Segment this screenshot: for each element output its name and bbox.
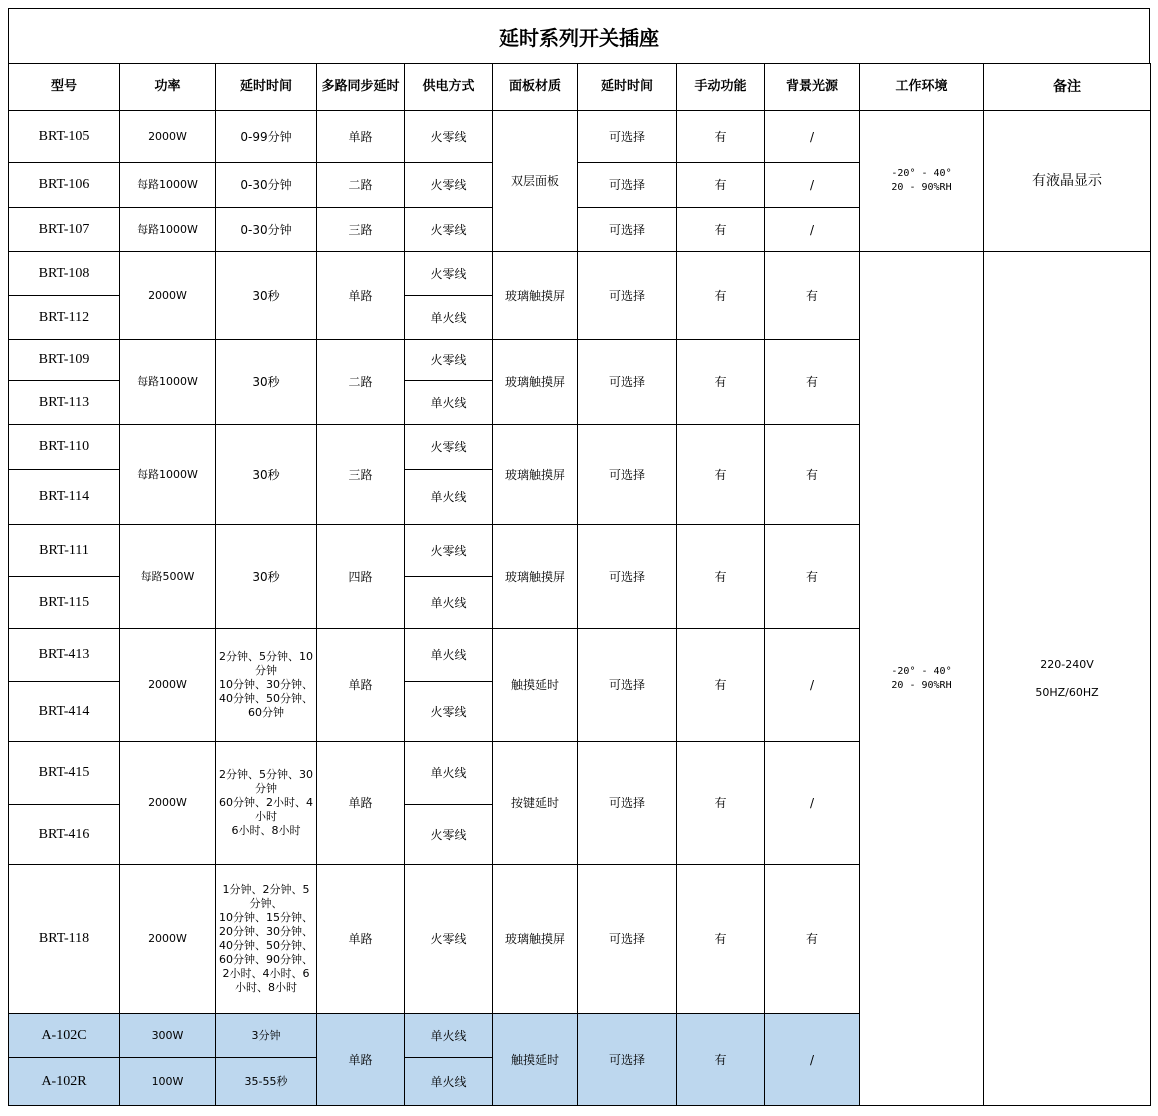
- model-cell: BRT-111: [9, 525, 120, 577]
- supply-cell: 火零线: [405, 163, 493, 208]
- supply-cell: 单火线: [405, 1058, 493, 1106]
- delay-line: 2小时、4小时、6: [222, 967, 310, 980]
- delay-cell: [216, 742, 317, 865]
- supply-cell: 火零线: [405, 805, 493, 865]
- timer-cell: 可选择: [578, 629, 677, 742]
- sync-cell: 单路: [317, 252, 405, 340]
- model-cell: BRT-110: [9, 425, 120, 470]
- delay-line: 2分钟、5分钟、10: [219, 650, 313, 663]
- model-cell: BRT-115: [9, 577, 120, 629]
- delay-cell: 0-30分钟: [216, 163, 317, 208]
- panel-cell: 双层面板: [493, 111, 578, 252]
- header-delay-time: 延时时间: [216, 64, 317, 111]
- sync-cell: 二路: [317, 163, 405, 208]
- supply-cell: 火零线: [405, 340, 493, 381]
- sync-cell: 三路: [317, 208, 405, 252]
- model-cell: BRT-415: [9, 742, 120, 805]
- model-cell: A-102C: [9, 1014, 120, 1058]
- delay-cell: 35-55秒: [216, 1058, 317, 1106]
- manual-cell: 有: [677, 252, 765, 340]
- supply-cell: 火零线: [405, 425, 493, 470]
- delay-line: 分钟: [255, 664, 277, 677]
- timer-cell: 可选择: [578, 208, 677, 252]
- supply-cell: 火零线: [405, 208, 493, 252]
- panel-cell: 玻璃触摸屏: [493, 340, 578, 425]
- panel-cell: 玻璃触摸屏: [493, 865, 578, 1014]
- panel-cell: 触摸延时: [493, 629, 578, 742]
- delay-line: 10分钟、30分钟、: [219, 678, 313, 691]
- delay-line: 60分钟: [248, 706, 284, 719]
- environment-cell: [860, 111, 984, 252]
- model-cell: BRT-114: [9, 470, 120, 525]
- header-multi-sync: 多路同步延时: [317, 64, 405, 111]
- sync-cell: 二路: [317, 340, 405, 425]
- sync-cell: 四路: [317, 525, 405, 629]
- delay-line: 小时、8小时: [235, 981, 297, 994]
- backlight-cell: 有: [765, 865, 860, 1014]
- model-cell: BRT-118: [9, 865, 120, 1014]
- backlight-cell: /: [765, 742, 860, 865]
- backlight-cell: /: [765, 1014, 860, 1106]
- supply-cell: 单火线: [405, 742, 493, 805]
- supply-cell: 火零线: [405, 525, 493, 577]
- model-cell: BRT-108: [9, 252, 120, 296]
- model-cell: BRT-112: [9, 296, 120, 340]
- header-supply: 供电方式: [405, 64, 493, 111]
- timer-cell: 可选择: [578, 742, 677, 865]
- supply-cell: 单火线: [405, 629, 493, 682]
- delay-line: 分钟、: [249, 897, 283, 910]
- manual-cell: 有: [677, 340, 765, 425]
- header-backlight: 背景光源: [765, 64, 860, 111]
- model-cell: BRT-113: [9, 381, 120, 425]
- power-cell: 2000W: [120, 742, 216, 865]
- manual-cell: 有: [677, 208, 765, 252]
- env-temperature: -20° - 40°: [891, 168, 952, 179]
- backlight-cell: 有: [765, 425, 860, 525]
- delay-cell: 0-30分钟: [216, 208, 317, 252]
- header-power: 功率: [120, 64, 216, 111]
- power-cell: 100W: [120, 1058, 216, 1106]
- delay-cell: [216, 629, 317, 742]
- model-cell: BRT-105: [9, 111, 120, 163]
- manual-cell: 有: [677, 865, 765, 1014]
- delay-cell: 3分钟: [216, 1014, 317, 1058]
- delay-line: 小时: [255, 810, 277, 823]
- model-cell: BRT-414: [9, 682, 120, 742]
- supply-cell: 火零线: [405, 682, 493, 742]
- manual-cell: 有: [677, 525, 765, 629]
- table-row: [9, 111, 1151, 163]
- manual-cell: 有: [677, 742, 765, 865]
- model-cell: A-102R: [9, 1058, 120, 1106]
- delay-line: 分钟: [255, 782, 277, 795]
- manual-cell: 有: [677, 425, 765, 525]
- model-cell: BRT-107: [9, 208, 120, 252]
- delay-line: 40分钟、50分钟、: [219, 939, 313, 952]
- table-title: 延时系列开关插座: [8, 8, 1150, 63]
- power-cell: 2000W: [120, 629, 216, 742]
- remark-cell: [984, 252, 1151, 1106]
- model-cell: BRT-109: [9, 340, 120, 381]
- delay-line: 60分钟、90分钟、: [219, 953, 313, 966]
- environment-cell: [860, 252, 984, 1106]
- delay-line: 60分钟、2小时、4: [219, 796, 313, 809]
- model-cell: BRT-416: [9, 805, 120, 865]
- header-manual: 手动功能: [677, 64, 765, 111]
- header-panel: 面板材质: [493, 64, 578, 111]
- supply-cell: 单火线: [405, 296, 493, 340]
- timer-cell: 可选择: [578, 425, 677, 525]
- delay-line: 1分钟、2分钟、5: [222, 883, 310, 896]
- manual-cell: 有: [677, 163, 765, 208]
- backlight-cell: 有: [765, 525, 860, 629]
- supply-cell: 火零线: [405, 111, 493, 163]
- delay-line: 2分钟、5分钟、30: [219, 768, 313, 781]
- spec-sheet: [8, 8, 1150, 1106]
- power-cell: 2000W: [120, 252, 216, 340]
- backlight-cell: /: [765, 163, 860, 208]
- header-remark: 备注: [984, 64, 1151, 111]
- supply-cell: 火零线: [405, 252, 493, 296]
- header-timer: 延时时间: [578, 64, 677, 111]
- spec-table: [8, 63, 1151, 1106]
- backlight-cell: 有: [765, 340, 860, 425]
- remark-voltage: 220-240V: [1040, 657, 1094, 671]
- delay-line: 10分钟、15分钟、: [219, 911, 313, 924]
- supply-cell: 单火线: [405, 577, 493, 629]
- sync-cell: 三路: [317, 425, 405, 525]
- timer-cell: 可选择: [578, 340, 677, 425]
- power-cell: 2000W: [120, 111, 216, 163]
- header-environment: 工作环境: [860, 64, 984, 111]
- sync-cell: 单路: [317, 742, 405, 865]
- delay-cell: 30秒: [216, 340, 317, 425]
- power-cell: 每路1000W: [120, 163, 216, 208]
- backlight-cell: /: [765, 111, 860, 163]
- remark-frequency: 50HZ/60HZ: [1035, 685, 1099, 699]
- header-model: 型号: [9, 64, 120, 111]
- delay-cell: 30秒: [216, 425, 317, 525]
- power-cell: 300W: [120, 1014, 216, 1058]
- sync-cell: 单路: [317, 1014, 405, 1106]
- panel-cell: 按键延时: [493, 742, 578, 865]
- delay-line: 20分钟、30分钟、: [219, 925, 313, 938]
- supply-cell: 火零线: [405, 865, 493, 1014]
- sync-cell: 单路: [317, 111, 405, 163]
- delay-line: 6小时、8小时: [231, 824, 301, 837]
- remark-cell: 有液晶显示: [984, 111, 1151, 252]
- manual-cell: 有: [677, 1014, 765, 1106]
- delay-cell: 0-99分钟: [216, 111, 317, 163]
- backlight-cell: 有: [765, 252, 860, 340]
- env-temperature: -20° - 40°: [891, 665, 952, 677]
- model-cell: BRT-413: [9, 629, 120, 682]
- panel-cell: 玻璃触摸屏: [493, 525, 578, 629]
- timer-cell: 可选择: [578, 865, 677, 1014]
- model-cell: BRT-106: [9, 163, 120, 208]
- timer-cell: 可选择: [578, 525, 677, 629]
- backlight-cell: /: [765, 629, 860, 742]
- timer-cell: 可选择: [578, 252, 677, 340]
- panel-cell: 玻璃触摸屏: [493, 425, 578, 525]
- power-cell: 每路1000W: [120, 425, 216, 525]
- supply-cell: 单火线: [405, 1014, 493, 1058]
- remark-spacer: [984, 672, 1150, 686]
- delay-line: 40分钟、50分钟、: [219, 692, 313, 705]
- sync-cell: 单路: [317, 865, 405, 1014]
- table-row: [9, 252, 1151, 296]
- power-cell: 每路500W: [120, 525, 216, 629]
- backlight-cell: /: [765, 208, 860, 252]
- sync-cell: 单路: [317, 629, 405, 742]
- power-cell: 每路1000W: [120, 340, 216, 425]
- timer-cell: 可选择: [578, 1014, 677, 1106]
- panel-cell: 玻璃触摸屏: [493, 252, 578, 340]
- timer-cell: 可选择: [578, 111, 677, 163]
- header-row: [9, 64, 1151, 111]
- manual-cell: 有: [677, 111, 765, 163]
- delay-cell: 30秒: [216, 252, 317, 340]
- delay-cell: 30秒: [216, 525, 317, 629]
- manual-cell: 有: [677, 629, 765, 742]
- supply-cell: 单火线: [405, 381, 493, 425]
- panel-cell: 触摸延时: [493, 1014, 578, 1106]
- timer-cell: 可选择: [578, 163, 677, 208]
- delay-cell: [216, 865, 317, 1014]
- env-humidity: 20 - 90%RH: [891, 679, 952, 691]
- env-humidity: 20 - 90%RH: [891, 182, 952, 193]
- power-cell: 每路1000W: [120, 208, 216, 252]
- power-cell: 2000W: [120, 865, 216, 1014]
- supply-cell: 单火线: [405, 470, 493, 525]
